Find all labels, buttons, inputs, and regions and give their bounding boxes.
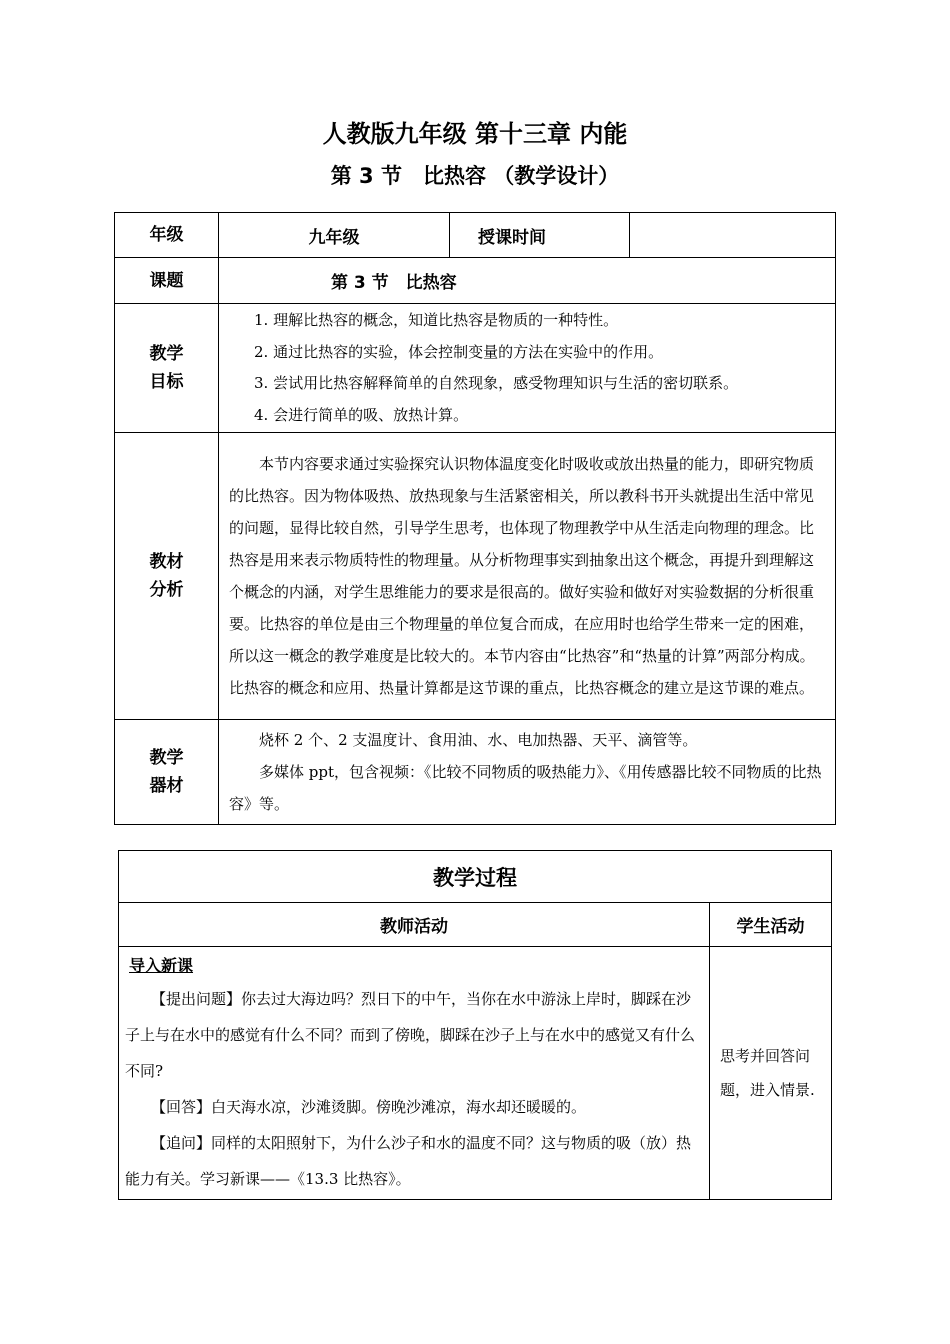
topic-value: 第 3 节 比热容	[219, 258, 836, 304]
grade-label: 年级	[115, 213, 219, 258]
teacher-paragraph: 【追问】同样的太阳照射下，为什么沙子和水的温度不同？这与物质的吸（放）热能力有关。学习新课——《13.3 比热容》。	[125, 1134, 692, 1188]
goal-item: 1. 理解比热容的概念，知道比热容是物质的一种特性。	[254, 311, 619, 329]
goals-row	[115, 304, 836, 433]
time-label: 授课时间	[450, 213, 630, 258]
analysis-label-line2: 分析	[149, 580, 184, 600]
time-value	[630, 213, 836, 258]
goal-item: 4. 会进行简单的吸、放热计算。	[254, 405, 469, 424]
teaching-process-table	[118, 850, 832, 1200]
teacher-paragraph: 【回答】白天海水凉，沙滩烫脚。傍晚沙滩凉，海水却还暖暖的。	[151, 1098, 587, 1116]
student-activity-cell: 思考并回答问题，进入情景.	[710, 947, 832, 1200]
grade-row	[115, 213, 836, 258]
equipment-row	[115, 720, 836, 825]
intro-row	[119, 947, 832, 1200]
analysis-text: 本节内容要求通过实验探究认识物体温度变化时吸收或放出热量的能力，即研究物质的比热容。因为物体吸热、放热现象与生活紧密相关，所以教科书开头就提出生活中常见的问题，显得比较自然，引导学生思考，也体现了物理教学中从生活走向物理的理念。比热容是用来表示物质特性的物理量。从分析物理事实到抽象出这个概念，再提升到理解这个概念的内涵，对学生思维能力的要求是很高的。做好实验和做好对实验数据的分析很重要。比热容的单位是由三个物理量的单位复合而成，在应用时也给学生带来一定的困难，所以这一概念的教学难度是比较大的。本节内容由“比热容”和“热量的计算”两部分构成。比热容的概念和应用、热量计算都是这节课的重点，比热容概念的建立是这节课的难点。	[229, 455, 815, 697]
grade-value: 九年级	[219, 213, 450, 258]
page-subtitle: 第 3 节 比热容 （教学设计）	[330, 164, 620, 188]
teacher-paragraph: 【提出问题】你去过大海边吗？烈日下的中午，当你在水中游泳上岸时，脚踩在沙子上与在水中的感觉有什么不同？而到了傍晚，脚踩在沙子上与在水中的感觉又有什么不同?	[125, 990, 696, 1080]
topic-label: 课题	[115, 258, 219, 304]
analysis-label-line1: 教材	[149, 552, 184, 572]
equipment-line: 烧杯 2 个、2 支温度计、食用油、水、电加热器、天平、滴管等。	[259, 731, 698, 749]
equipment-cell	[219, 720, 836, 825]
page-title: 人教版九年级 第十三章 内能	[322, 120, 628, 148]
teacher-activity-cell	[119, 947, 710, 1200]
goal-item: 3. 尝试用比热容解释简单的自然现象，感受物理知识与生活的密切联系。	[254, 374, 739, 392]
analysis-label	[115, 433, 219, 720]
lesson-info-table	[114, 212, 836, 825]
topic-row	[115, 258, 836, 304]
analysis-cell	[219, 433, 836, 720]
analysis-row	[115, 433, 836, 720]
process-header-row	[119, 903, 832, 947]
equipment-line: 多媒体 ppt，包含视频：《比较不同物质的吸热能力》、《用传感器比较不同物质的比热容》等。	[229, 763, 822, 813]
goals-label	[115, 304, 219, 433]
equipment-label-line1: 教学	[149, 748, 184, 768]
equipment-label-line2: 器材	[149, 776, 184, 796]
student-activity-header: 学生活动	[710, 903, 832, 947]
goals-label-line2: 目标	[149, 372, 184, 392]
goals-cell	[219, 304, 836, 433]
stage-title: 导入新课	[129, 956, 194, 975]
process-title: 教学过程	[119, 851, 832, 903]
process-title-row	[119, 851, 832, 903]
teacher-activity-header: 教师活动	[119, 903, 710, 947]
equipment-label	[115, 720, 219, 825]
goals-label-line1: 教学	[149, 344, 184, 364]
goal-item: 2. 通过比热容的实验，体会控制变量的方法在实验中的作用。	[254, 342, 664, 361]
